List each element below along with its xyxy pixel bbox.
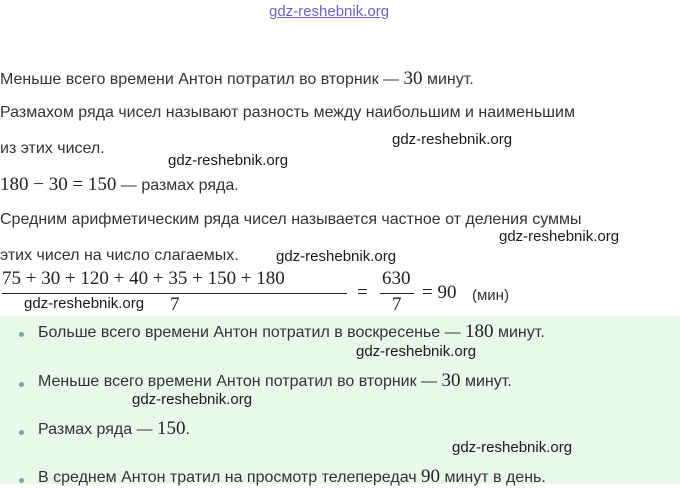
summary-item-3 bbox=[38, 418, 190, 440]
summary-text: В среднем Антон тратил на просмотр телепередач bbox=[38, 469, 422, 486]
sentence-min-time bbox=[0, 68, 474, 90]
summary-tail: . bbox=[185, 421, 190, 438]
range-math: 180 − 30 = 150 bbox=[0, 174, 117, 195]
watermark-top[interactable]: gdz-reshebnik.org bbox=[269, 3, 390, 20]
watermark: gdz-reshebnik.org bbox=[168, 152, 289, 169]
watermark: gdz-reshebnik.org bbox=[276, 248, 397, 265]
watermark: gdz-reshebnik.org bbox=[392, 131, 513, 148]
bullet bbox=[19, 332, 24, 337]
range-tail: — размах ряда. bbox=[120, 177, 239, 194]
summary-tail: минут. bbox=[460, 373, 512, 390]
unit-min: (мин) bbox=[472, 287, 509, 304]
equals-sign: = bbox=[357, 282, 368, 303]
watermark: gdz-reshebnik.org bbox=[24, 295, 145, 312]
sentence-tail: минут. bbox=[422, 71, 474, 88]
bullet bbox=[19, 430, 24, 435]
result-90: = 90 bbox=[422, 282, 457, 303]
denominator-7: 7 bbox=[392, 294, 402, 315]
summary-text: Размах ряда — bbox=[38, 421, 158, 438]
mean-definition-line2: этих чисел на число слагаемых. bbox=[0, 247, 239, 264]
watermark: gdz-reshebnik.org bbox=[132, 391, 253, 408]
summary-item-4 bbox=[38, 466, 546, 488]
summary-tail: минут. bbox=[493, 324, 545, 341]
mean-definition-line1: Средним арифметическим ряда чисел называется частное от деления суммы bbox=[0, 211, 582, 228]
summary-item-2 bbox=[38, 370, 512, 392]
summary-text: Меньше всего времени Антон потратил во вторник — bbox=[38, 373, 442, 390]
bullet bbox=[19, 382, 24, 387]
summary-item-1 bbox=[38, 321, 545, 343]
bullet bbox=[19, 478, 24, 483]
summary-num: 150 bbox=[157, 418, 186, 439]
range-definition-line1: Размахом ряда чисел называют разность между наибольшим и наименьшим bbox=[0, 104, 575, 121]
watermark: gdz-reshebnik.org bbox=[499, 228, 620, 245]
watermark: gdz-reshebnik.org bbox=[356, 343, 477, 360]
range-definition-line2: из этих чисел. bbox=[0, 140, 105, 157]
range-formula bbox=[0, 174, 239, 196]
summary-num: 180 bbox=[465, 321, 494, 342]
sentence-text: Меньше всего времени Антон потратил во вторник — bbox=[0, 71, 404, 88]
summary-text: Больше всего времени Антон потратил в воскресенье — bbox=[38, 324, 466, 341]
mean-denominator: 7 bbox=[170, 294, 180, 315]
numerator-630: 630 bbox=[382, 268, 411, 289]
summary-tail: минут в день. bbox=[440, 469, 546, 486]
summary-num: 90 bbox=[421, 466, 441, 487]
mean-numerator: 75 + 30 + 120 + 40 + 35 + 150 + 180 bbox=[2, 268, 285, 289]
watermark: gdz-reshebnik.org bbox=[452, 439, 573, 456]
summary-num: 30 bbox=[441, 370, 461, 391]
number-30: 30 bbox=[403, 68, 423, 89]
